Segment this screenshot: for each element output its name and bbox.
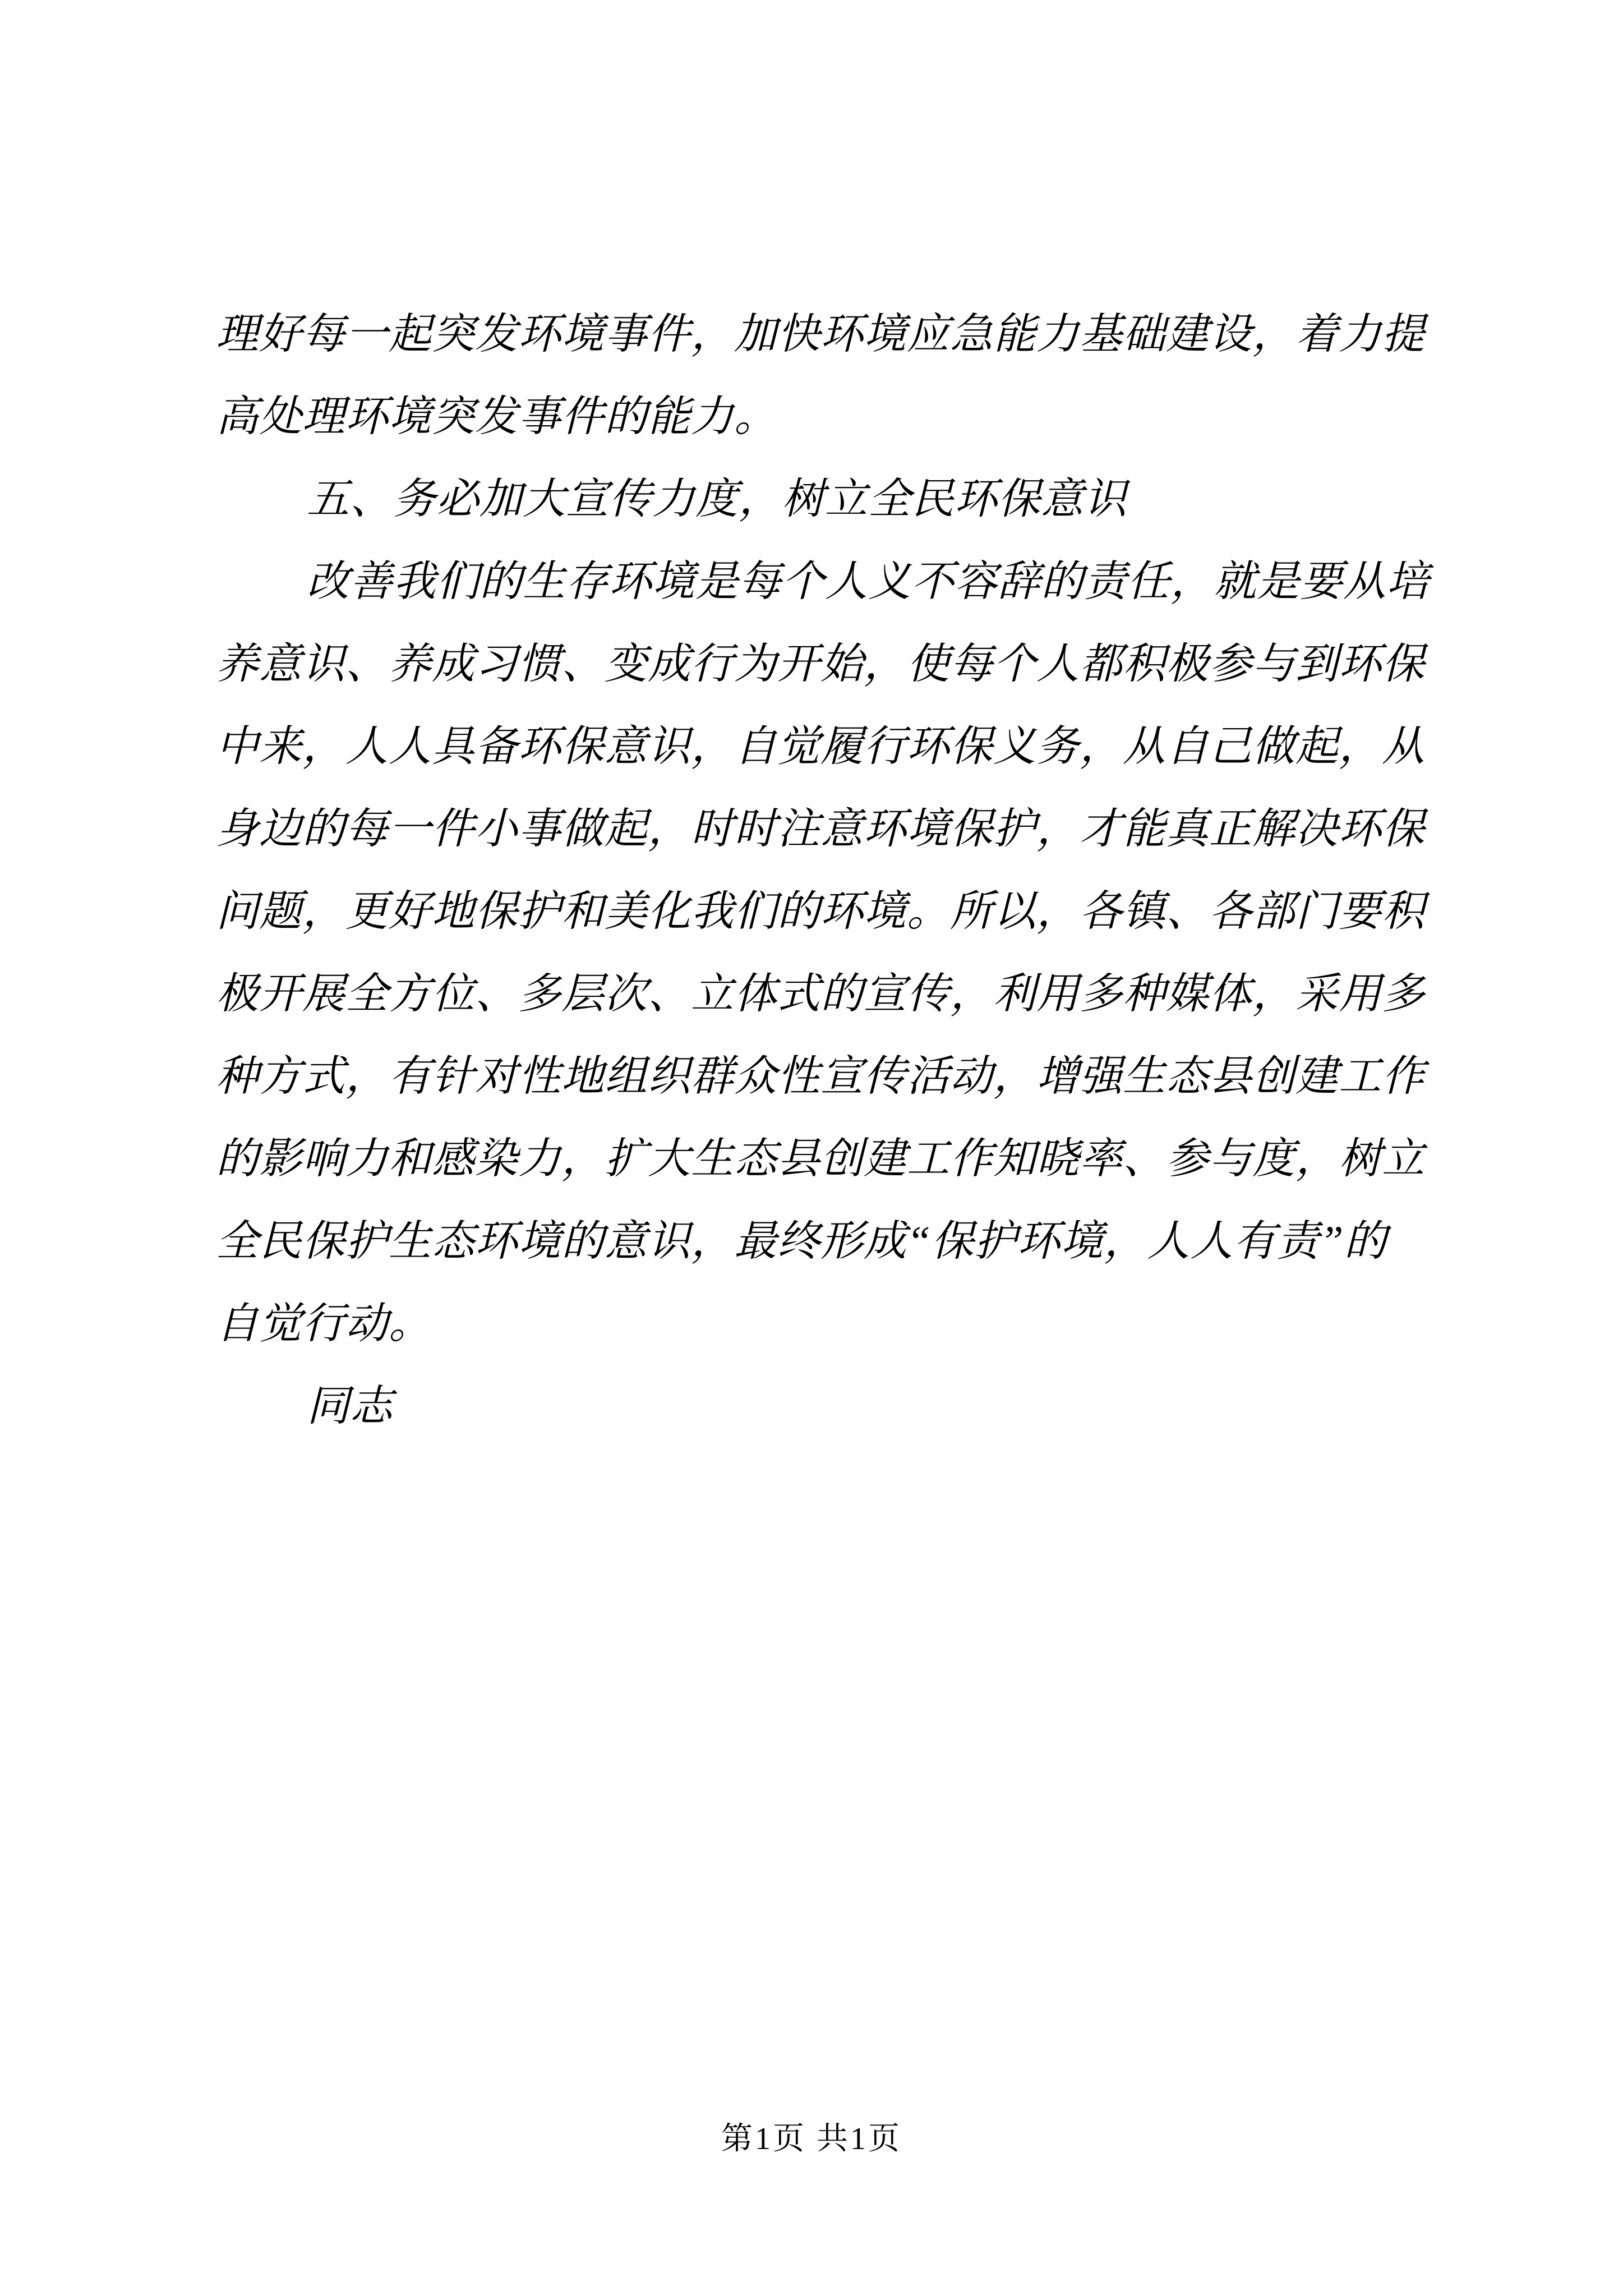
- text-line: 同志: [307, 1383, 393, 1430]
- text-line: 的影响力和感染力，扩大生态县创建工作知晓率、参与度，树立: [216, 1135, 1425, 1182]
- text-line: 高处理环境突发事件的能力。: [216, 393, 777, 440]
- text-line: 全民保护生态环境的意识，最终形成“保护环境，人人有责”的: [216, 1218, 1387, 1265]
- text-line: 五、务必加大宣传力度，树立全民环保意识: [307, 476, 1127, 523]
- text-line: 种方式，有针对性地组织群众性宣传活动，增强生态县创建工作: [216, 1053, 1425, 1100]
- text-line: 自觉行动。: [216, 1300, 432, 1347]
- document-body: [216, 293, 1430, 1448]
- text-line: 改善我们的生存环境是每个人义不容辞的责任，就是要从培: [307, 558, 1430, 605]
- text-line: 养意识、养成习惯、变成行为开始，使每个人都积极参与到环保: [216, 641, 1425, 688]
- text-line: 中来，人人具备环保意识，自觉履行环保义务，从自己做起，从: [216, 723, 1425, 770]
- text-line: 身边的每一件小事做起，时时注意环境保护，才能真正解决环保: [216, 806, 1425, 853]
- text-line: 极开展全方位、多层次、立体式的宣传，利用多种媒体，采用多: [216, 970, 1425, 1018]
- text-line: 理好每一起突发环境事件，加快环境应急能力基础建设，着力提: [216, 311, 1425, 358]
- text-line: 问题，更好地保护和美化我们的环境。所以，各镇、各部门要积: [216, 888, 1425, 935]
- page-number-text: 第1页 共1页: [721, 2122, 902, 2156]
- page-footer: [0, 2114, 1623, 2159]
